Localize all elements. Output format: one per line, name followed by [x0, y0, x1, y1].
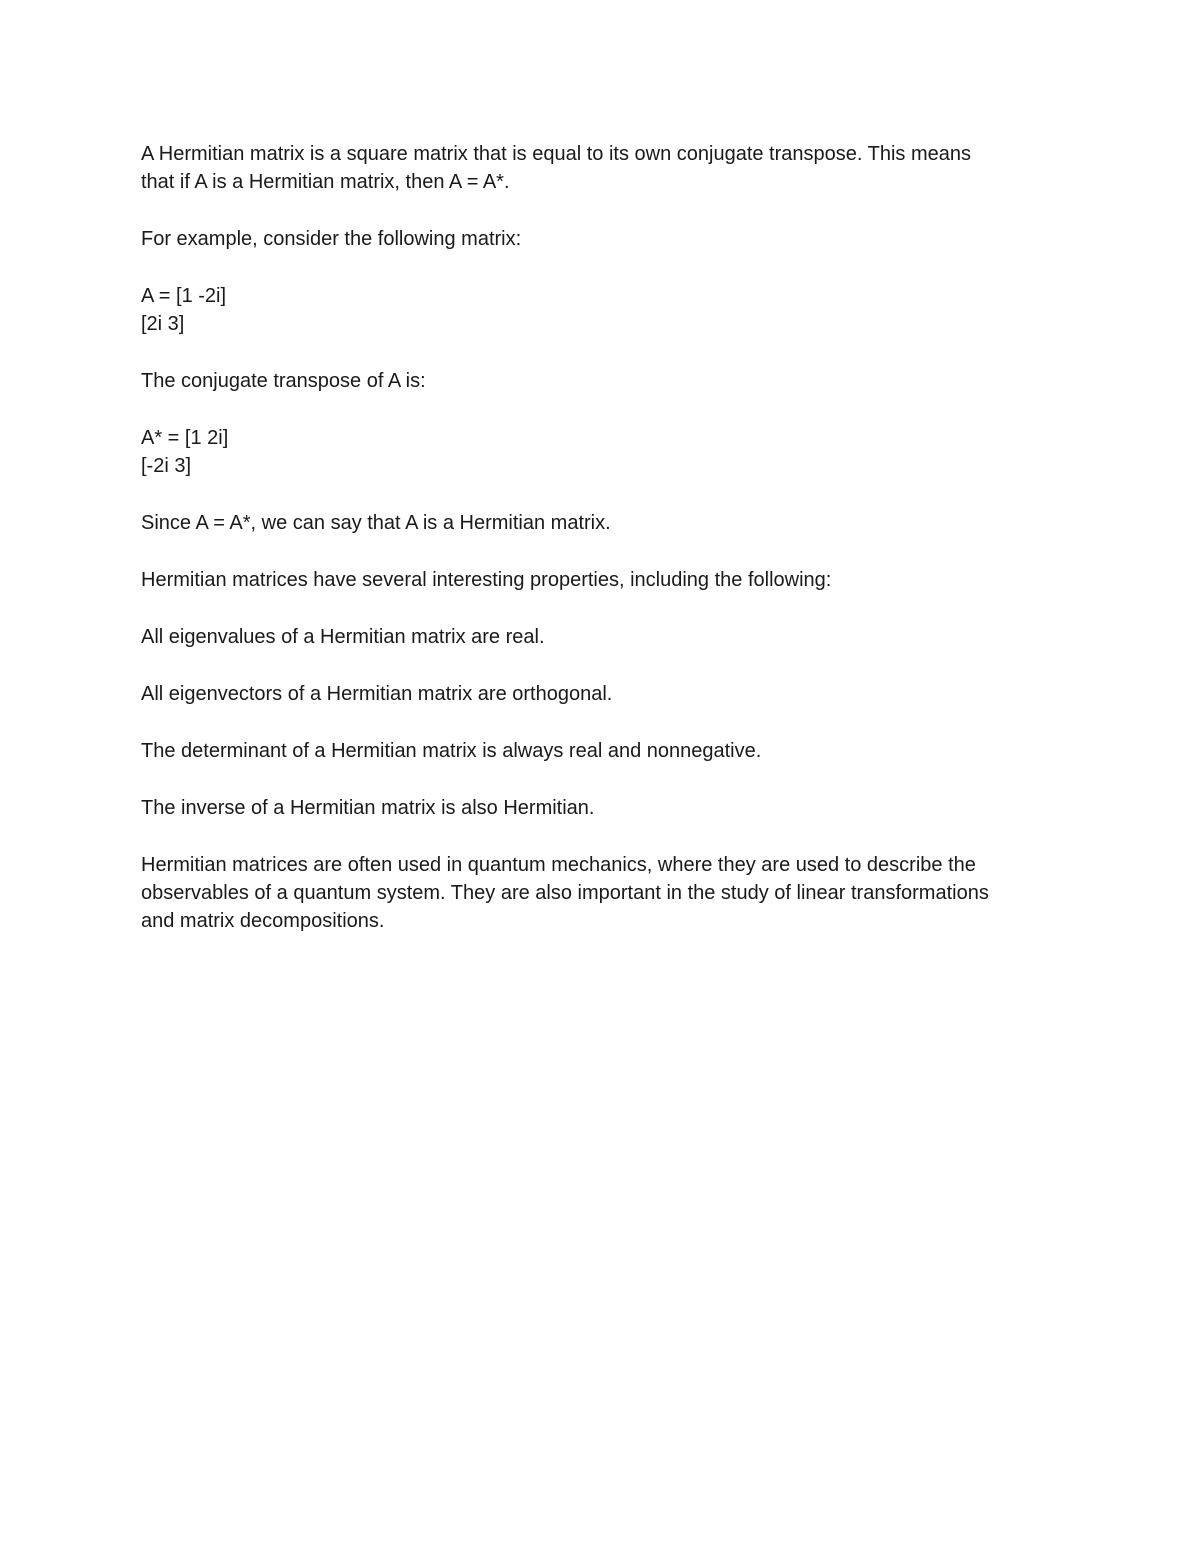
matrix-row: [2i 3] — [141, 313, 185, 335]
property-eigenvalues — [141, 623, 1071, 651]
property-determinant — [141, 737, 1071, 765]
matrix-row: A = [1 -2i] — [141, 285, 227, 307]
paragraph-conclusion — [141, 509, 1071, 537]
text-line: The inverse of a Hermitian matrix is also Hermitian. — [141, 797, 595, 819]
text-line: The determinant of a Hermitian matrix is always real and nonnegative. — [141, 740, 762, 762]
paragraph-example-intro — [141, 225, 1071, 253]
matrix-row: [-2i 3] — [141, 455, 192, 477]
matrix-row: A* = [1 2i] — [141, 427, 229, 449]
text-line: Hermitian matrices are often used in quantum mechanics, where they are used to describe the — [141, 854, 976, 876]
text-line: observables of a quantum system. They are also important in the study of linear transformations — [141, 882, 989, 904]
paragraph-properties-intro — [141, 566, 1071, 594]
text-line: All eigenvalues of a Hermitian matrix are real. — [141, 626, 545, 648]
paragraph-matrix-a-star — [141, 424, 1071, 480]
text-line: Since A = A*, we can say that A is a Hermitian matrix. — [141, 512, 611, 534]
text-line: All eigenvectors of a Hermitian matrix are orthogonal. — [141, 683, 613, 705]
text-line: that if A is a Hermitian matrix, then A = A*. — [141, 171, 510, 193]
text-line: Hermitian matrices have several interesting properties, including the following: — [141, 569, 832, 591]
text-line: A Hermitian matrix is a square matrix that is equal to its own conjugate transpose. This means — [141, 143, 972, 165]
text-line: and matrix decompositions. — [141, 910, 385, 932]
paragraph-conjugate-intro — [141, 367, 1071, 395]
text-line: The conjugate transpose of A is: — [141, 370, 426, 392]
paragraph-definition — [141, 140, 1071, 196]
paragraph-matrix-a — [141, 282, 1071, 338]
property-inverse — [141, 794, 1071, 822]
text-line: For example, consider the following matrix: — [141, 228, 522, 250]
property-eigenvectors — [141, 680, 1071, 708]
paragraph-applications — [141, 851, 1071, 935]
document-body — [141, 140, 1071, 964]
